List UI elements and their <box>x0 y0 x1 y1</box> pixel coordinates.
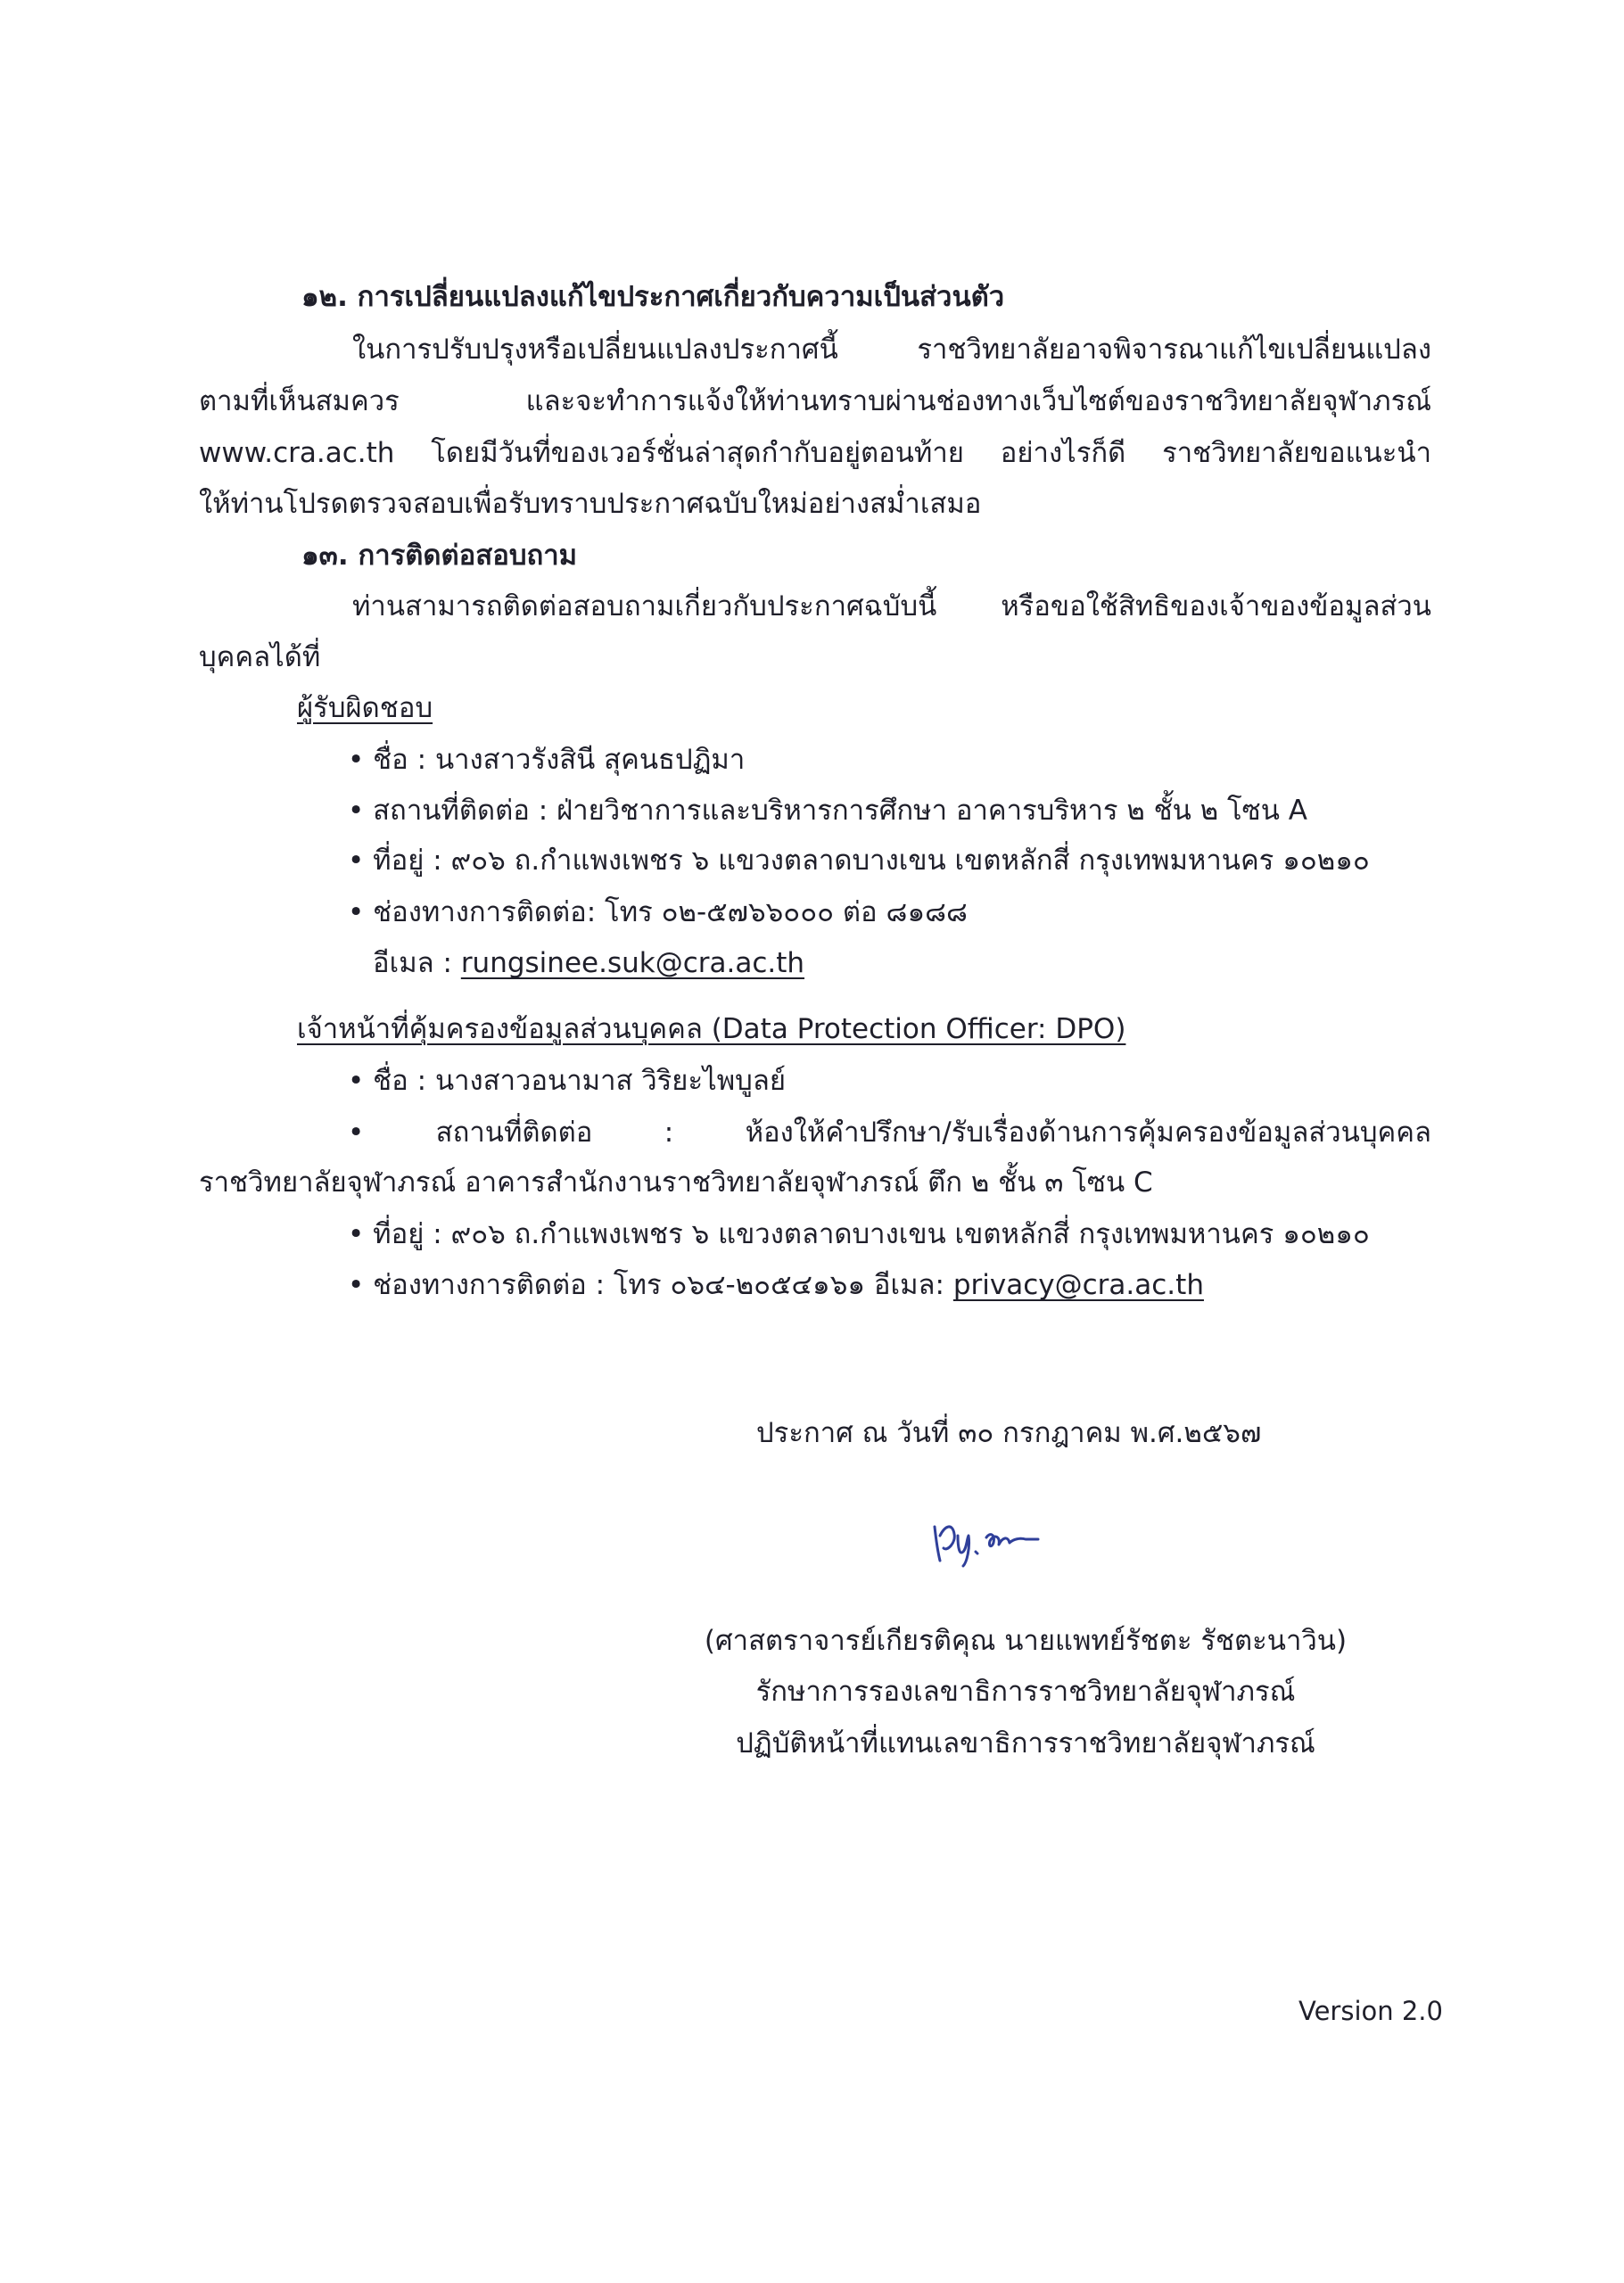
signatory-position-2: ปฏิบัติหน้าที่แทนเลขาธิการราชวิทยาลัยจุฬาภรณ์ <box>736 1727 1315 1760</box>
announcement-date: ประกาศ ณ วันที่ ๓๐ กรกฎาคม พ.ศ.๒๕๖๗ <box>756 1417 1262 1449</box>
responsible-phone: • ช่องทางการติดต่อ: โทร ๐๒-๕๗๖๖๐๐๐ ต่อ ๘๑๘๘ <box>348 896 968 928</box>
signatory-position-1: รักษาการรองเลขาธิการราชวิทยาลัยจุฬาภรณ์ <box>755 1676 1296 1708</box>
section-12-line-4: ให้ท่านโปรดตรวจสอบเพื่อรับทราบประกาศฉบับใหม่อย่างสม่ำเสมอ <box>199 488 982 520</box>
section-12-heading: ๑๒. การเปลี่ยนแปลงแก้ไขประกาศเกี่ยวกับความเป็นส่วนตัว <box>301 281 1005 313</box>
signatory-name: (ศาสตราจารย์เกียรติคุณ นายแพทย์รัชตะ รัชตะนาวิน) <box>704 1625 1348 1657</box>
responsible-email-link[interactable]: rungsinee.suk@cra.ac.th <box>460 947 805 979</box>
dpo-email-link[interactable]: privacy@cra.ac.th <box>952 1269 1204 1301</box>
responsible-address: • ที่อยู่ : ๙๐๖ ถ.กำแพงเพชร ๖ แขวงตลาดบางเขน เขตหลักสี่ กรุงเทพมหานคร ๑๐๒๑๐ <box>348 845 1370 877</box>
dpo-address: • ที่อยู่ : ๙๐๖ ถ.กำแพงเพชร ๖ แขวงตลาดบางเขน เขตหลักสี่ กรุงเทพมหานคร ๑๐๒๑๐ <box>348 1218 1370 1250</box>
responsible-email-line <box>373 945 804 981</box>
dpo-phone-line <box>348 1267 1204 1303</box>
responsible-name: • ชื่อ : นางสาวรังสินี สุคนธปฏิมา <box>348 744 746 776</box>
responsible-title: ผู้รับผิดชอบ <box>297 692 433 724</box>
section-13-line-1: ท่านสามารถติดต่อสอบถามเกี่ยวกับประกาศฉบับนี้ หรือขอใช้สิทธิของเจ้าของข้อมูลส่วน <box>352 590 1431 622</box>
responsible-office: • สถานที่ติดต่อ : ฝ่ายวิชาการและบริหารการศึกษา อาคารบริหาร ๒ ชั้น ๒ โซน A <box>348 795 1307 827</box>
responsible-email-label: อีเมล : <box>373 947 461 979</box>
dpo-name: • ชื่อ : นางสาวอนามาส วิริยะไพบูลย์ <box>348 1065 786 1097</box>
dpo-title: เจ้าหน้าที่คุ้มครองข้อมูลส่วนบุคคล (Data Protection Officer: DPO) <box>297 1013 1126 1045</box>
section-13-heading: ๑๓. การติดต่อสอบถาม <box>301 540 578 572</box>
signature-image <box>927 1516 1043 1570</box>
section-12-line-3: www.cra.ac.th โดยมีวันที่ของเวอร์ชั่นล่าสุดกำกับอยู่ตอนท้าย อย่างไรก็ดี ราชวิทยาลัยขอแนะนำ <box>199 437 1431 469</box>
dpo-phone: • ช่องทางการติดต่อ : โทร ๐๖๔-๒๐๕๔๑๖๑ อีเมล: <box>348 1269 953 1301</box>
dpo-office-line-2: ราชวิทยาลัยจุฬาภรณ์ อาคารสำนักงานราชวิทยาลัยจุฬาภรณ์ ตึก ๒ ชั้น ๓ โซน C <box>199 1166 1153 1199</box>
section-13-line-2: บุคคลได้ที่ <box>199 641 321 673</box>
version-label: Version 2.0 <box>1298 1996 1443 2026</box>
dpo-office-line-1: • สถานที่ติดต่อ : ห้องให้คำปรึกษา/รับเรื่องด้านการคุ้มครองข้อมูลส่วนบุคคล <box>348 1117 1431 1149</box>
section-12-line-1: ในการปรับปรุงหรือเปลี่ยนแปลงประกาศนี้ ราชวิทยาลัยอาจพิจารณาแก้ไขเปลี่ยนแปลง <box>352 334 1431 366</box>
section-12-line-2: ตามที่เห็นสมควร และจะทำการแจ้งให้ท่านทราบผ่านช่องทางเว็บไซต์ของราชวิทยาลัยจุฬาภรณ์ <box>199 385 1431 417</box>
